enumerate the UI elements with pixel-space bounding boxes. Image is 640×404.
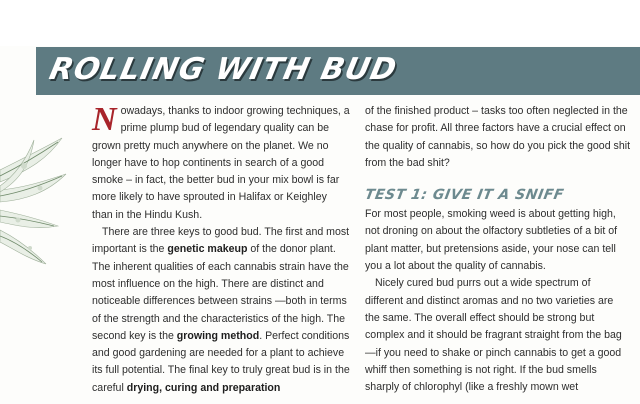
aroma-paragraph: Nicely cured bud purrs out a wide spectrum of different and distinct aromas and no two varieties are the same. The overall effect should be strong but complex and it should be fragrant straight from the bag—if you need to shake or pinch cannabis to get a good whiff then something is not right. If the bud smells sharply of chlorophyl (like a freshly mown wet bbox=[365, 277, 622, 394]
top-margin bbox=[0, 0, 640, 46]
section-subheading: TEST 1: GIVE IT A SNIFF bbox=[363, 187, 566, 204]
sniff-intro-paragraph: For most people, smoking weed is about getting high, not droning on about the olfactory subtleties of a bit of plant matter, but pretensions aside, your nose can tell you a lot about the quality of cannabis. bbox=[365, 208, 618, 273]
right-column bbox=[365, 103, 630, 396]
title-banner bbox=[36, 47, 640, 95]
bold-term-genetic-makeup: genetic makeup bbox=[167, 243, 248, 256]
text-run: . Perfect conditions and good gardening are needed for a plant to achieve its full potential. The final key to truly great bud is in the careful bbox=[92, 329, 350, 394]
three-keys-paragraph bbox=[92, 224, 350, 397]
intro-paragraph bbox=[92, 103, 350, 224]
article-title: ROLLING WITH BUD bbox=[46, 52, 401, 87]
continued-paragraph: of the finished product – tasks too often neglected in the chase for profit. All three factors have a crucial effect on the quality of cannabis, so how do you pick the good shit from the bad shit? bbox=[365, 105, 631, 169]
cannabis-leaf-icon bbox=[0, 130, 70, 280]
text-run: of the donor plant. The inherent qualities of each cannabis strain have the most influence on the high. There are distinct and noticeable differences between strains —both in terms of the strength and the characteristics of the high. The second key is the bbox=[92, 243, 349, 342]
bold-term-growing-method: growing method bbox=[176, 329, 260, 342]
intro-text: owadays, thanks to indoor growing techniques, a prime plump bud of legendary quality can be grown pretty much anywhere on the planet. We no longer have to hop continents in search of a good smoke – in fact, the better bud in your mix bowl is far more likely to have sprouted in Halifax or Keighley than in the Hindu Kush. bbox=[92, 105, 350, 221]
text-run: There are three keys to good bud. The first and most important is the bbox=[92, 226, 350, 256]
drop-cap: N bbox=[92, 101, 117, 138]
left-column bbox=[92, 103, 350, 397]
bold-term-drying-curing: drying, curing and preparation bbox=[126, 381, 281, 394]
